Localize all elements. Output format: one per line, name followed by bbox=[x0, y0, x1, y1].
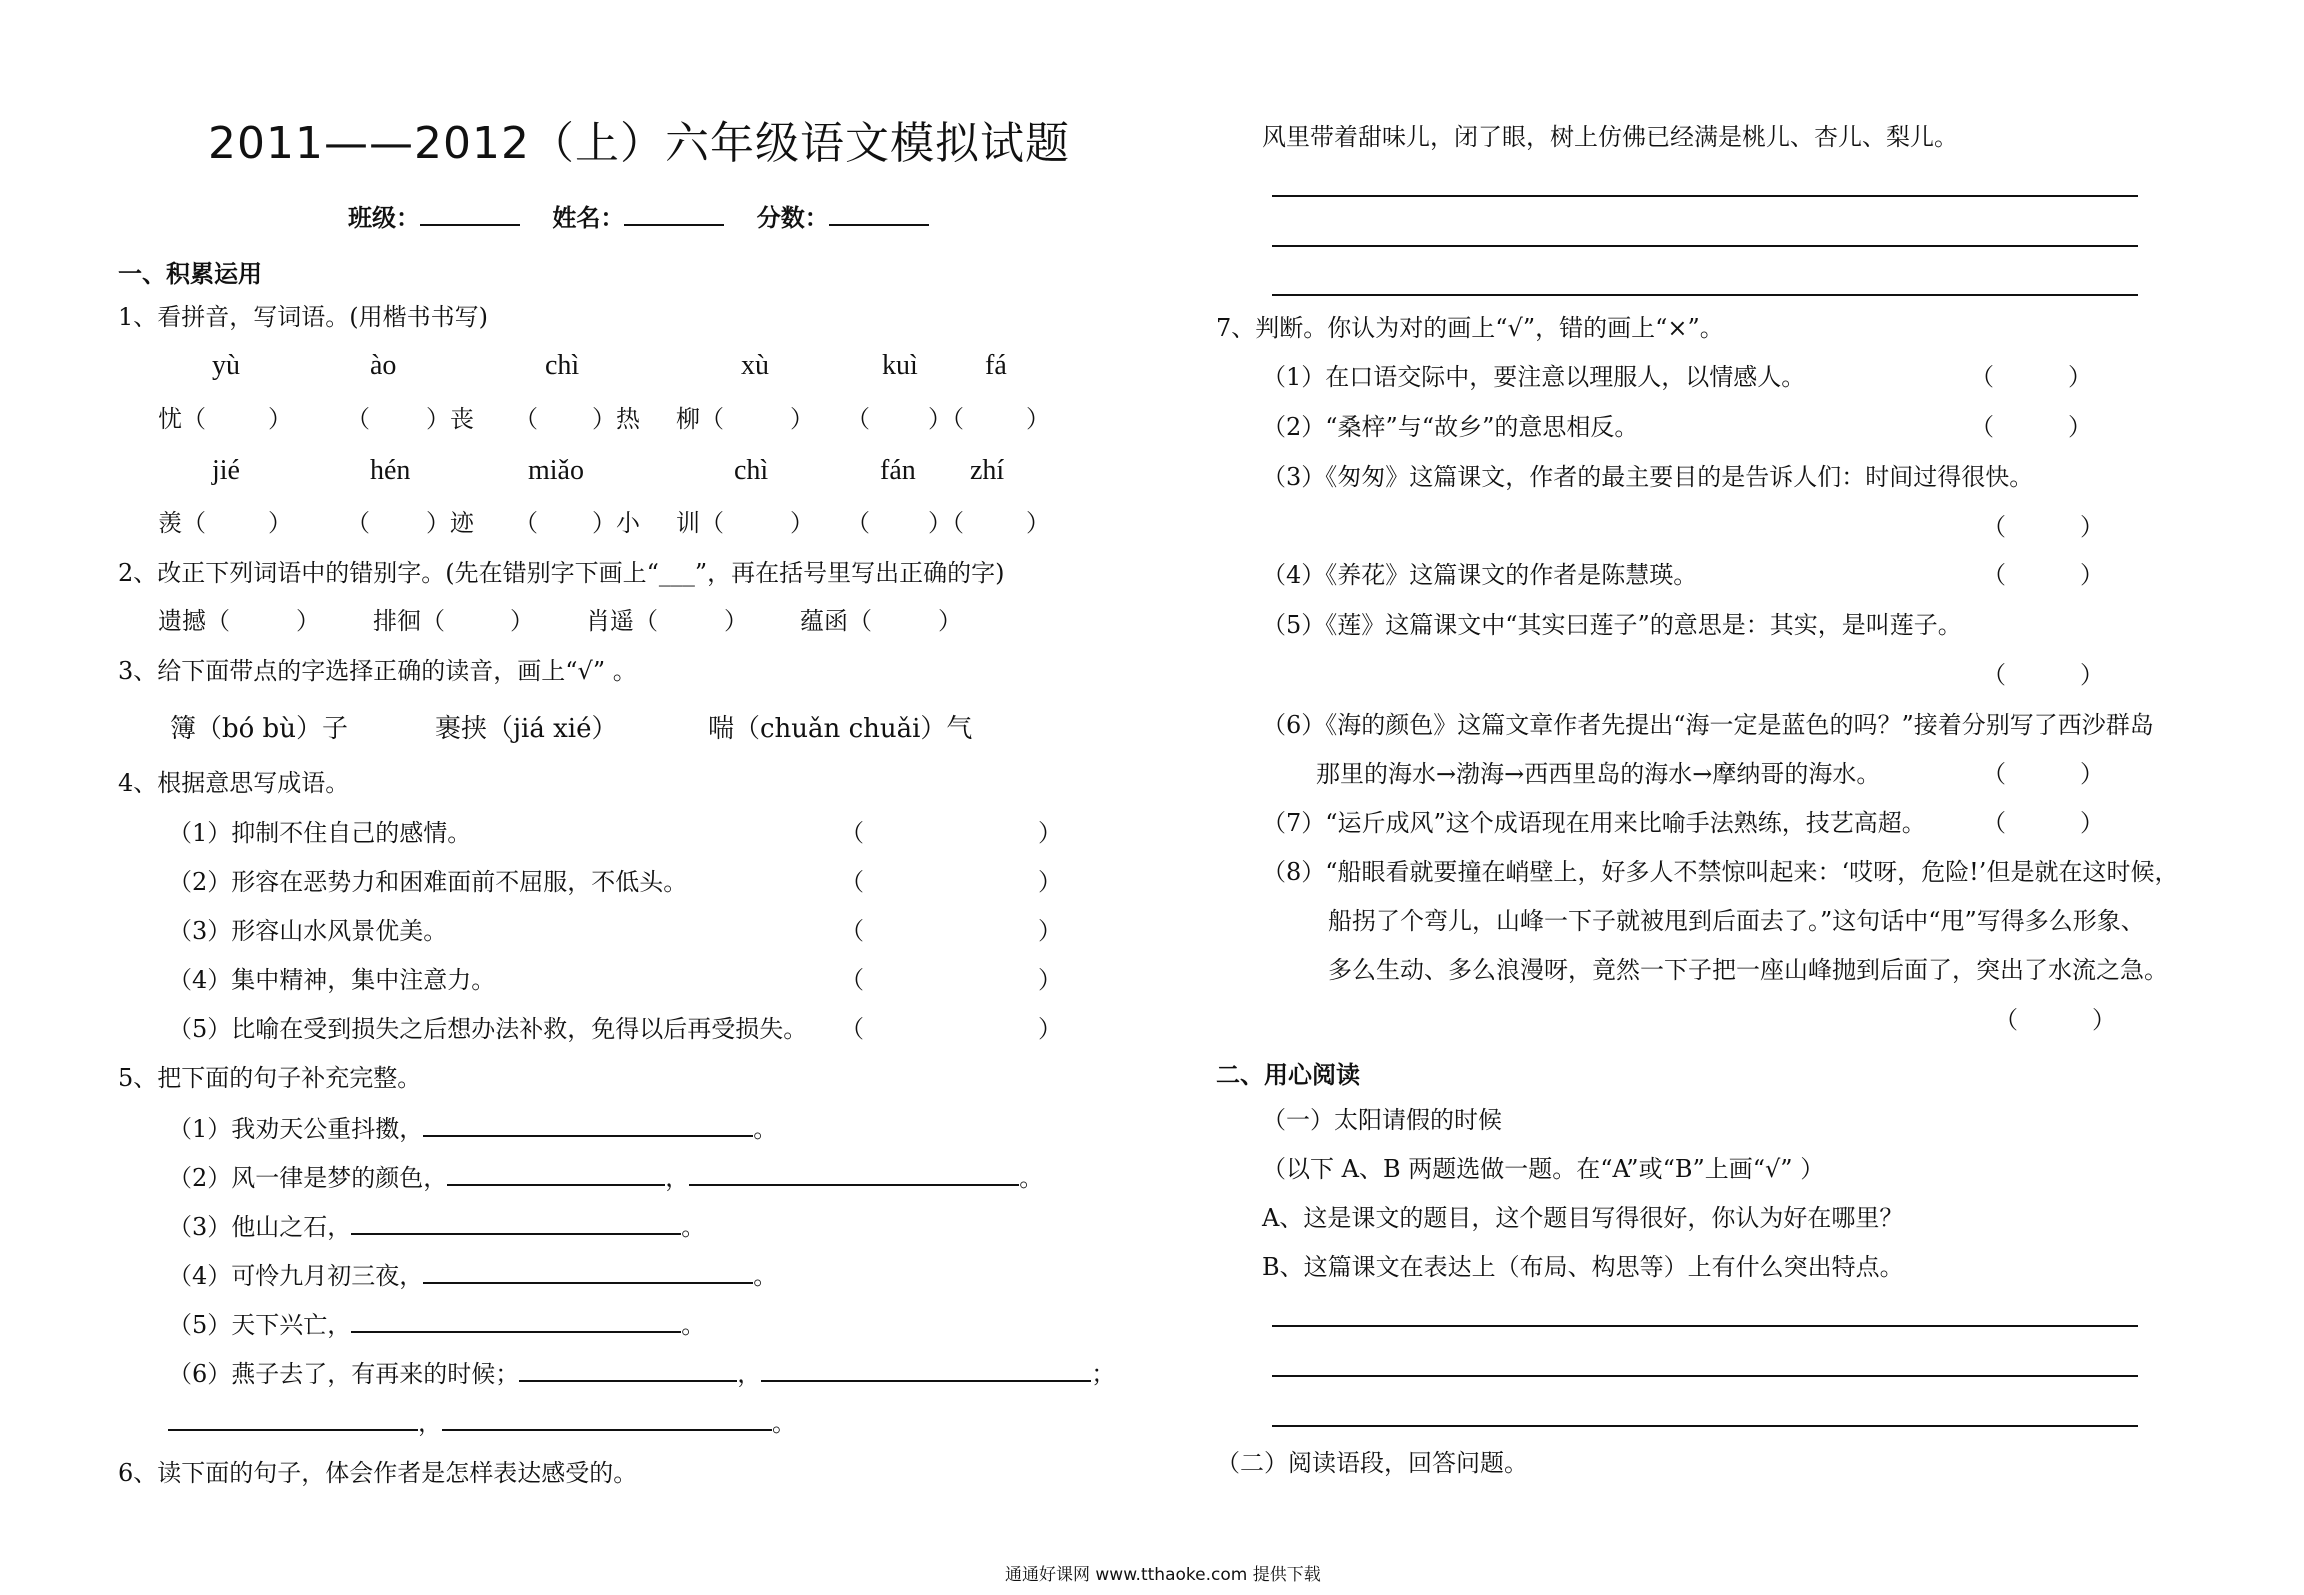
q5-comma-6: ， bbox=[737, 1360, 762, 1388]
score-field[interactable] bbox=[829, 202, 929, 226]
q1-r2-c1: 羡（ bbox=[158, 509, 206, 537]
q1-row2-pinyin-1: jié bbox=[212, 455, 240, 486]
q5-blank-6c[interactable] bbox=[168, 1407, 418, 1431]
q5-blank-6a[interactable] bbox=[519, 1358, 737, 1382]
q1-row1-pinyin-4: xù bbox=[741, 350, 769, 381]
q4-item-4: （4）集中精神，集中注意力。 bbox=[168, 966, 496, 994]
q5-comma-2: ， bbox=[665, 1164, 690, 1192]
q7-paren-open-7: （ bbox=[1982, 809, 2006, 837]
page-footer: 通通好课网 www.tthaoke.com 提供下载 bbox=[1005, 1565, 1321, 1585]
q7-paren-close-8: ） bbox=[2092, 1006, 2116, 1034]
q5-blank-2b[interactable] bbox=[689, 1162, 1019, 1186]
q7-item-8-cont-2: 多么生动、多么浪漫呀，竟然一下子把一座山峰抛到后面了，突出了水流之急。 bbox=[1328, 956, 2168, 984]
q7-paren-close-3: ） bbox=[2080, 513, 2104, 541]
q5-semicolon-6: ； bbox=[1091, 1360, 1116, 1388]
q2-item-2: 排徊（ bbox=[373, 607, 445, 635]
q1-row1-pinyin-1: yù bbox=[212, 350, 240, 381]
q7-item-7: （7）“运斤成风”这个成语现在用来比喻手法熟练，技艺高超。 bbox=[1262, 809, 1926, 837]
q1-r2-c6: ）小 bbox=[592, 509, 640, 537]
q6-answer-line-1[interactable] bbox=[1272, 195, 2138, 197]
q7-paren-close-2: ） bbox=[2068, 413, 2092, 441]
q7-paren-close-5: ） bbox=[2080, 661, 2104, 689]
q1-r1-c7: 柳（ bbox=[676, 405, 724, 433]
q7-paren-close-6: ） bbox=[2080, 760, 2104, 788]
q4-paren-open-2: （ bbox=[840, 868, 864, 896]
section1-heading: 一、积累运用 bbox=[118, 260, 262, 288]
q1-row2-pinyin-3: miǎo bbox=[528, 455, 584, 486]
q6-continuation: 风里带着甜味儿，闭了眼，树上仿佛已经满是桃儿、杏儿、梨儿。 bbox=[1262, 123, 1958, 151]
q1-row2-pinyin-4: chì bbox=[734, 455, 769, 486]
score-label: 分数： bbox=[756, 204, 829, 232]
q2-item-1-close: ） bbox=[296, 607, 320, 635]
q5-item-1: （1）我劝天公重抖擞， bbox=[168, 1115, 424, 1143]
q4-paren-open-1: （ bbox=[840, 819, 864, 847]
q1-r1-c5: （ bbox=[514, 405, 538, 433]
s2-answer-line-1[interactable] bbox=[1272, 1325, 2138, 1327]
q7-item-2: （2）“桑梓”与“故乡”的意思相反。 bbox=[1262, 413, 1639, 441]
q7-paren-close-7: ） bbox=[2080, 809, 2104, 837]
q4-paren-close-3: ） bbox=[1038, 917, 1062, 945]
q5-end-1: 。 bbox=[753, 1115, 778, 1143]
q5-item-5: （5）天下兴亡， bbox=[168, 1311, 352, 1339]
q4-prompt: 4、根据意思写成语。 bbox=[118, 769, 350, 797]
q1-r1-c2: ） bbox=[268, 405, 292, 433]
q5-item-2: （2）风一律是梦的颜色， bbox=[168, 1164, 448, 1192]
q7-item-1: （1）在口语交际中，要注意以理服人，以情感人。 bbox=[1262, 363, 1806, 391]
q1-row2-pinyin-5: fán bbox=[880, 455, 916, 486]
q2-item-2-close: ） bbox=[510, 607, 534, 635]
q7-paren-open-3: （ bbox=[1982, 513, 2006, 541]
q4-paren-open-3: （ bbox=[840, 917, 864, 945]
q3-prompt: 3、给下面带点的字选择正确的读音，画上“√” 。 bbox=[118, 657, 637, 685]
class-label: 班级： bbox=[348, 204, 420, 232]
q7-paren-open-1: （ bbox=[1970, 363, 1994, 391]
q4-paren-close-1: ） bbox=[1038, 819, 1062, 847]
q1-row1-pinyin-6: fá bbox=[985, 350, 1007, 381]
q4-paren-close-2: ） bbox=[1038, 868, 1062, 896]
page-title: 2011——2012（上）六年级语文模拟试题 bbox=[208, 118, 1070, 169]
q5-line-3 bbox=[168, 1211, 705, 1242]
q5-blank-6b[interactable] bbox=[761, 1358, 1091, 1382]
q7-paren-close-4: ） bbox=[2080, 561, 2104, 589]
q6-answer-line-3[interactable] bbox=[1272, 294, 2138, 296]
q4-paren-open-5: （ bbox=[840, 1015, 864, 1043]
q1-r1-c1: 忧（ bbox=[158, 405, 206, 433]
q7-paren-open-5: （ bbox=[1982, 661, 2006, 689]
q1-row1-pinyin-5: kuì bbox=[882, 350, 918, 381]
q7-prompt: 7、判断。你认为对的画上“√”，错的画上“×”。 bbox=[1216, 314, 1724, 342]
q3-item-2: 裹挟（jiá xié） bbox=[435, 714, 618, 744]
q1-prompt: 1、看拼音，写词语。(用楷书书写) bbox=[118, 303, 488, 331]
q1-r1-c11: ） bbox=[1026, 405, 1050, 433]
q7-item-3: （3）《匆匆》这篇课文，作者的最主要目的是告诉人们：时间过得很快。 bbox=[1262, 463, 2034, 491]
q6-answer-line-2[interactable] bbox=[1272, 245, 2138, 247]
q4-paren-close-4: ） bbox=[1038, 966, 1062, 994]
header-fields bbox=[348, 202, 929, 233]
class-field[interactable] bbox=[420, 202, 520, 226]
q3-item-3: 喘（chuǎn chuǎi）气 bbox=[708, 714, 973, 744]
q2-item-4: 蕴函（ bbox=[800, 607, 872, 635]
q4-item-3: （3）形容山水风景优美。 bbox=[168, 917, 448, 945]
q5-blank-3[interactable] bbox=[351, 1211, 681, 1235]
q7-item-4: （4）《养花》这篇课文的作者是陈慧瑛。 bbox=[1262, 561, 1698, 589]
q5-end-3: 。 bbox=[681, 1213, 706, 1241]
q5-end-4: 。 bbox=[753, 1262, 778, 1290]
section2-part2-title: （二）阅读语段，回答问题。 bbox=[1216, 1449, 1528, 1477]
q7-item-8-cont-1: 船拐了个弯儿，山峰一下子就被甩到后面去了。”这句话中“甩”写得多么形象、 bbox=[1328, 907, 2145, 935]
section2-part1-title: （一）太阳请假的时候 bbox=[1262, 1106, 1502, 1134]
q1-r1-c8: ） bbox=[790, 405, 814, 433]
q5-line-2 bbox=[168, 1162, 1043, 1193]
q7-paren-open-6: （ bbox=[1982, 760, 2006, 788]
q5-blank-4[interactable] bbox=[423, 1260, 753, 1284]
q1-r2-c3: （ bbox=[346, 509, 370, 537]
q6-prompt: 6、读下面的句子，体会作者是怎样表达感受的。 bbox=[118, 1459, 638, 1487]
q4-item-1: （1）抑制不住自己的感情。 bbox=[168, 819, 472, 847]
q1-r2-c8: ） bbox=[790, 509, 814, 537]
q2-prompt: 2、改正下列词语中的错别字。(先在错别字下画上“___”，再在括号里写出正确的字) bbox=[118, 559, 1005, 587]
section2-instruction: （以下 A、B 两题选做一题。在“A”或“B”上画“√” ） bbox=[1262, 1155, 1825, 1183]
q4-paren-open-4: （ bbox=[840, 966, 864, 994]
q7-item-6-cont: 那里的海水→渤海→西西里岛的海水→摩纳哥的海水。 bbox=[1316, 760, 1881, 788]
q1-r2-c5: （ bbox=[514, 509, 538, 537]
q5-line-1 bbox=[168, 1113, 777, 1144]
q5-end-5: 。 bbox=[681, 1311, 706, 1339]
q1-r2-c11: ） bbox=[1026, 509, 1050, 537]
q1-r2-c10: ）（ bbox=[928, 509, 964, 537]
q7-paren-open-8: （ bbox=[1994, 1006, 2018, 1034]
q1-r1-c6: ）热 bbox=[592, 405, 640, 433]
q5-line-5 bbox=[168, 1309, 705, 1340]
q2-item-3-close: ） bbox=[724, 607, 748, 635]
q7-item-5: （5）《莲》这篇课文中“其实曰莲子”的意思是：其实，是叫莲子。 bbox=[1262, 611, 1962, 639]
q7-paren-close-1: ） bbox=[2068, 363, 2092, 391]
q1-r2-c7: 训（ bbox=[676, 509, 724, 537]
q5-blank-5[interactable] bbox=[351, 1309, 681, 1333]
q5-line-6 bbox=[168, 1358, 1115, 1389]
q7-paren-open-2: （ bbox=[1970, 413, 1994, 441]
q1-r1-c9: （ bbox=[846, 405, 870, 433]
name-field[interactable] bbox=[624, 202, 724, 226]
name-label: 姓名： bbox=[552, 204, 625, 232]
q4-item-5: （5）比喻在受到损失之后想办法补救，免得以后再受损失。 bbox=[168, 1015, 808, 1043]
q1-r1-c3: （ bbox=[346, 405, 370, 433]
section2-question-b: B、这篇课文在表达上（布局、构思等）上有什么突出特点。 bbox=[1262, 1253, 1904, 1281]
q4-item-2: （2）形容在恶势力和困难面前不屈服，不低头。 bbox=[168, 868, 688, 896]
q1-row2-pinyin-6: zhí bbox=[970, 455, 1005, 486]
s2-answer-line-3[interactable] bbox=[1272, 1425, 2138, 1427]
q4-paren-close-5: ） bbox=[1038, 1015, 1062, 1043]
q5-blank-2a[interactable] bbox=[447, 1162, 665, 1186]
q5-end-6: 。 bbox=[772, 1409, 796, 1437]
q1-row2-pinyin-2: hén bbox=[370, 455, 411, 486]
q5-line-4 bbox=[168, 1260, 777, 1291]
q1-row1-pinyin-3: chì bbox=[545, 350, 580, 381]
q5-line-6-cont bbox=[168, 1407, 796, 1438]
q5-blank-6d[interactable] bbox=[442, 1407, 772, 1431]
q5-comma-6b: ， bbox=[418, 1409, 442, 1437]
q7-item-6: （6）《海的颜色》这篇文章作者先提出“海一定是蓝色的吗？”接着分别写了西沙群岛 bbox=[1262, 711, 2154, 739]
q5-item-6: （6）燕子去了，有再来的时候； bbox=[168, 1360, 520, 1388]
q5-end-2: 。 bbox=[1019, 1164, 1044, 1192]
q1-r2-c9: （ bbox=[846, 509, 870, 537]
q5-item-4: （4）可怜九月初三夜， bbox=[168, 1262, 424, 1290]
section2-question-a: A、这是课文的题目，这个题目写得很好，你认为好在哪里？ bbox=[1262, 1204, 1904, 1232]
q1-r1-c4: ）丧 bbox=[426, 405, 474, 433]
q1-r2-c4: ）迹 bbox=[426, 509, 474, 537]
s2-answer-line-2[interactable] bbox=[1272, 1375, 2138, 1377]
q7-item-8: （8）“船眼看就要撞在峭壁上，好多人不禁惊叫起来：‘哎呀，危险!’但是就在这时候， bbox=[1262, 858, 2179, 886]
q3-item-1: 簿（bó bù）子 bbox=[170, 714, 348, 744]
q2-item-1: 遗撼（ bbox=[158, 607, 230, 635]
q5-item-3: （3）他山之石， bbox=[168, 1213, 352, 1241]
section2-heading: 二、用心阅读 bbox=[1216, 1061, 1360, 1089]
q1-row1-pinyin-2: ào bbox=[370, 350, 397, 381]
q5-prompt: 5、把下面的句子补充完整。 bbox=[118, 1064, 422, 1092]
q7-paren-open-4: （ bbox=[1982, 561, 2006, 589]
q1-r1-c10: ）（ bbox=[928, 405, 964, 433]
q1-r2-c2: ） bbox=[268, 509, 292, 537]
q5-blank-1[interactable] bbox=[423, 1113, 753, 1137]
q2-item-3: 肖遥（ bbox=[586, 607, 658, 635]
q2-item-4-close: ） bbox=[938, 607, 962, 635]
